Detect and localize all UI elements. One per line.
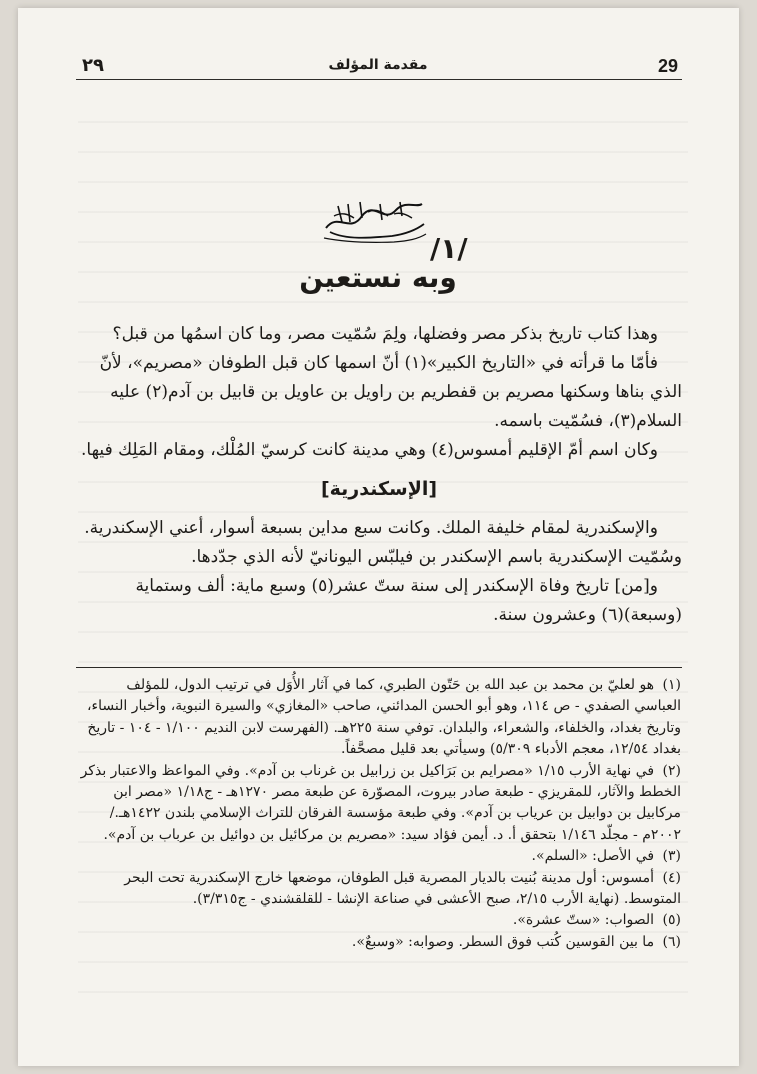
footnote-item [78,868,681,911]
basmala-icon [320,194,428,246]
basmala-calligraphy [320,194,428,246]
footnote-text: في نهاية الأرب ١/١٥ «مصرايم بن بَرَاكيل بن زرابيل بن غرناب بن آدم». وفي المواعظ والاعتبار بذكر الخطط والآثار، للمقريزي - طبعة صادر بيروت، المصوّرة عن طبعة مصر ١٢٧٠هـ - ج١/١٨ «مصر ابن مركابيل بن دوابيل بن عرياب بن آدم». وفي طبعة مؤسسة الفرقان للتراث الإسلامي بلندن ١٤٢٢هـ./٢٠٠٢م - مجلّد ١/١٤٦ بتحقق أ. د. أيمن فؤاد سيد: «مصريم بن مركائيل بن دوائيل بن عرباب بن آدم». [80,762,681,843]
page-number-arabic: ٢٩ [82,55,104,76]
footnote-item [78,675,681,761]
footnote-label: (٢) [662,762,681,779]
section-number: /١/ [430,232,468,265]
footnote-label: (٣) [662,848,681,865]
main-body-text [76,320,682,630]
page-header [18,8,739,76]
footnotes [78,675,681,953]
footnote-item [78,932,681,953]
footnote-label: (٦) [662,933,681,950]
page-number-latin: 29 [658,56,679,76]
footnote-text: أمسوس: أول مدينة بُنيت بالديار المصرية قبل الطوفان، موضعها خارج الإسكندرية تحت البحر المتوسط. (نهاية الأرب ٢/١٥، صبح الأعشى في صناعة الإنشا - للقلقشندي - ج٣/٣١٥). [124,869,681,908]
footnote-text: في الأصل: «السلم». [531,848,655,865]
footnote-label: (١) [662,677,681,693]
footnote-label: (٥) [662,912,681,929]
running-title: مقدمة المؤلف [328,57,428,73]
body-paragraph: والإسكندرية لمقام خليفة الملك. وكانت سبع مداين بسبعة أسوار، أعني الإسكندرية. وسُمّيت الإسكندرية باسم الإسكندر بن فيلبّس اليونانيّ لأنه الذي جدّدها. [84,518,682,567]
section-subheading: [الإسكندرية] [320,478,438,500]
header-rule [76,79,682,80]
footnote-text: هو لعليّ بن محمد بن عبد الله بن حَتّون الطبري، كما في آثار الأُوَل في ترتيب الدول، للمؤلف العباسي الصفدي - ص ١١٤، وهو أبو الحسن المدائني، صاحب «المغازي» والسيرة النبوية، وأخبار النساء، وتاريخ بغداد، والخلفاء، والشعراء، والبلدان. توفي سنة ٢٢٥هـ. (الفهرست لابن النديم ١/١٠٠ - ١٠٤ - تاريخ بغداد ١٢/٥٤، معجم الأدباء ٥/٣٠٩) وسيأتي بعد قليل مصحَّفاً. [87,677,681,758]
footnote-item [78,846,681,867]
footnote-label: (٤) [662,869,681,886]
document-page [18,8,739,1066]
footnote-rule [76,667,682,668]
help-phrase: وبه نستعين [299,261,457,294]
footnote-text: الصواب: «ستّ عشرة». [512,912,655,929]
body-paragraph: وكان اسم أمّ الإقليم أمسوس(٤) وهي مدينة كانت كرسيّ المُلْك، ومقام المَلِك فيها. [81,440,658,460]
body-paragraph: فأمّا ما قرأته في «التاريخ الكبير»(١) أنّ اسمها كان قبل الطوفان «مصريم»، لأنّ الذي بناها وسكنها مصريم بن قفطريم بن راويل بن عاويل بن قابيل بن آدم(٢) عليه السلام(٣)، فسُمّيت باسمه. [99,353,682,431]
body-paragraph: و[من] تاريخ وفاة الإسكندر إلى سنة ستّ عشر(٥) وسبع ماية: ألف وستماية (وسبعة)(٦) وعشرون سنة. [135,576,682,625]
footnote-item [78,761,681,847]
footnote-text: ما بين القوسين كُتب فوق السطر. وصوابه: «وسبعٌ». [351,933,655,950]
footnote-item [78,910,681,931]
body-paragraph: وهذا كتاب تاريخ بذكر مصر وفضلها، ولِمَ سُمّيت مصر، وما كان اسمُها من قبل؟ [112,324,658,344]
